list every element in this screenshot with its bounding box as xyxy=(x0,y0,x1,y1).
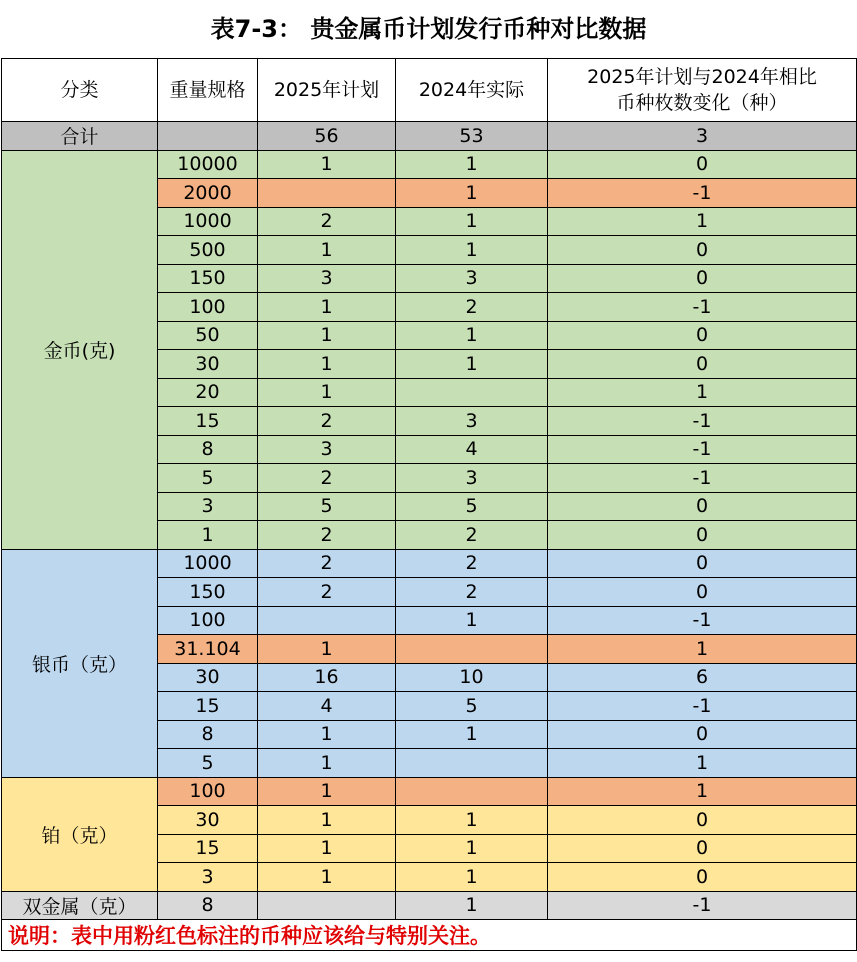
weight-cell: 100 xyxy=(158,606,258,635)
header-change-line2: 币种枚数变化（种） xyxy=(616,92,788,114)
plan-2025-cell: 5 xyxy=(258,492,396,521)
header-change xyxy=(548,59,857,122)
plan-2025-cell: 1 xyxy=(258,378,396,407)
weight-cell: 1 xyxy=(158,521,258,550)
plan-2025-cell: 1 xyxy=(258,863,396,892)
change-cell: 0 xyxy=(548,321,857,350)
weight-cell: 20 xyxy=(158,378,258,407)
actual-2024-cell: 3 xyxy=(396,407,548,436)
change-cell: -1 xyxy=(548,464,857,493)
plan-2025-cell: 3 xyxy=(258,435,396,464)
actual-2024-cell xyxy=(396,378,548,407)
weight-cell: 5 xyxy=(158,749,258,778)
plan-2025-cell: 1 xyxy=(258,293,396,322)
actual-2024-cell: 1 xyxy=(396,806,548,835)
header-plan-2025: 2025年计划 xyxy=(258,59,396,122)
change-cell: 0 xyxy=(548,150,857,179)
plan-2025-cell: 2 xyxy=(258,549,396,578)
actual-2024-cell: 2 xyxy=(396,578,548,607)
change-cell: 0 xyxy=(548,264,857,293)
weight-cell: 15 xyxy=(158,692,258,721)
weight-cell: 1000 xyxy=(158,207,258,236)
change-cell: 0 xyxy=(548,521,857,550)
plan-2025-cell: 2 xyxy=(258,407,396,436)
header-category: 分类 xyxy=(2,59,158,122)
total-weight xyxy=(158,122,258,151)
actual-2024-cell: 1 xyxy=(396,236,548,265)
plan-2025-cell: 1 xyxy=(258,635,396,664)
total-row xyxy=(2,122,857,151)
actual-2024-cell: 1 xyxy=(396,179,548,208)
total-label: 合计 xyxy=(2,122,158,151)
actual-2024-cell xyxy=(396,635,548,664)
plan-2025-cell: 1 xyxy=(258,150,396,179)
weight-cell: 2000 xyxy=(158,179,258,208)
actual-2024-cell: 1 xyxy=(396,207,548,236)
weight-cell: 8 xyxy=(158,891,258,920)
actual-2024-cell: 2 xyxy=(396,549,548,578)
weight-cell: 30 xyxy=(158,350,258,379)
table-title: 表7-3： 贵金属币计划发行币种对比数据 xyxy=(210,15,647,43)
change-cell: 1 xyxy=(548,749,857,778)
plan-2025-cell: 1 xyxy=(258,806,396,835)
actual-2024-cell xyxy=(396,749,548,778)
plan-2025-cell xyxy=(258,179,396,208)
change-cell: 0 xyxy=(548,720,857,749)
plan-2025-cell: 3 xyxy=(258,264,396,293)
actual-2024-cell: 3 xyxy=(396,464,548,493)
header-weight: 重量规格 xyxy=(158,59,258,122)
plan-2025-cell: 1 xyxy=(258,236,396,265)
weight-cell: 500 xyxy=(158,236,258,265)
change-cell: 1 xyxy=(548,777,857,806)
weight-cell: 100 xyxy=(158,293,258,322)
change-cell: 0 xyxy=(548,578,857,607)
weight-cell: 100 xyxy=(158,777,258,806)
change-cell: 1 xyxy=(548,207,857,236)
change-cell: -1 xyxy=(548,407,857,436)
change-cell: -1 xyxy=(548,179,857,208)
plan-2025-cell: 1 xyxy=(258,777,396,806)
weight-cell: 3 xyxy=(158,492,258,521)
actual-2024-cell: 10 xyxy=(396,663,548,692)
table-row xyxy=(2,777,857,806)
footnote: 说明：表中用粉红色标注的币种应该给与特别关注。 xyxy=(2,920,857,951)
plan-2025-cell: 1 xyxy=(258,321,396,350)
change-cell: 0 xyxy=(548,492,857,521)
plan-2025-cell xyxy=(258,891,396,920)
change-cell: 0 xyxy=(548,236,857,265)
weight-cell: 30 xyxy=(158,806,258,835)
actual-2024-cell: 1 xyxy=(396,150,548,179)
header-change-line1: 2025年计划与2024年相比 xyxy=(587,66,817,88)
actual-2024-cell: 3 xyxy=(396,264,548,293)
weight-cell: 5 xyxy=(158,464,258,493)
total-actual-2024: 53 xyxy=(396,122,548,151)
weight-cell: 15 xyxy=(158,407,258,436)
total-plan-2025: 56 xyxy=(258,122,396,151)
category-platinum: 铂（克） xyxy=(2,777,158,891)
weight-cell: 150 xyxy=(158,264,258,293)
total-change: 3 xyxy=(548,122,857,151)
header-row xyxy=(2,59,857,122)
actual-2024-cell: 5 xyxy=(396,692,548,721)
table-row xyxy=(2,891,857,920)
weight-cell: 3 xyxy=(158,863,258,892)
actual-2024-cell: 2 xyxy=(396,521,548,550)
change-cell: 1 xyxy=(548,635,857,664)
plan-2025-cell: 1 xyxy=(258,834,396,863)
actual-2024-cell: 1 xyxy=(396,350,548,379)
change-cell: 0 xyxy=(548,863,857,892)
weight-cell: 15 xyxy=(158,834,258,863)
table-row xyxy=(2,549,857,578)
actual-2024-cell: 5 xyxy=(396,492,548,521)
weight-cell: 50 xyxy=(158,321,258,350)
actual-2024-cell: 4 xyxy=(396,435,548,464)
plan-2025-cell: 1 xyxy=(258,720,396,749)
change-cell: 0 xyxy=(548,549,857,578)
actual-2024-cell: 1 xyxy=(396,863,548,892)
change-cell: -1 xyxy=(548,435,857,464)
actual-2024-cell: 1 xyxy=(396,720,548,749)
weight-cell: 10000 xyxy=(158,150,258,179)
plan-2025-cell: 2 xyxy=(258,521,396,550)
change-cell: 0 xyxy=(548,834,857,863)
actual-2024-cell: 1 xyxy=(396,321,548,350)
change-cell: -1 xyxy=(548,293,857,322)
category-gold: 金币(克) xyxy=(2,150,158,549)
change-cell: -1 xyxy=(548,891,857,920)
plan-2025-cell: 1 xyxy=(258,350,396,379)
change-cell: -1 xyxy=(548,692,857,721)
plan-2025-cell: 16 xyxy=(258,663,396,692)
header-actual-2024: 2024年实际 xyxy=(396,59,548,122)
weight-cell: 30 xyxy=(158,663,258,692)
plan-2025-cell: 1 xyxy=(258,749,396,778)
change-cell: -1 xyxy=(548,606,857,635)
plan-2025-cell: 2 xyxy=(258,464,396,493)
actual-2024-cell: 2 xyxy=(396,293,548,322)
change-cell: 0 xyxy=(548,350,857,379)
change-cell: 6 xyxy=(548,663,857,692)
actual-2024-cell: 1 xyxy=(396,834,548,863)
note-row xyxy=(2,920,857,951)
category-silver: 银币（克） xyxy=(2,549,158,777)
plan-2025-cell: 2 xyxy=(258,207,396,236)
weight-cell: 8 xyxy=(158,435,258,464)
table-row xyxy=(2,150,857,179)
plan-2025-cell: 2 xyxy=(258,578,396,607)
category-bimetal: 双金属（克） xyxy=(2,891,158,920)
actual-2024-cell xyxy=(396,777,548,806)
coin-comparison-table xyxy=(1,58,857,951)
actual-2024-cell: 1 xyxy=(396,891,548,920)
change-cell: 1 xyxy=(548,378,857,407)
plan-2025-cell: 4 xyxy=(258,692,396,721)
weight-cell: 1000 xyxy=(158,549,258,578)
plan-2025-cell xyxy=(258,606,396,635)
actual-2024-cell: 1 xyxy=(396,606,548,635)
weight-cell: 31.104 xyxy=(158,635,258,664)
change-cell: 0 xyxy=(548,806,857,835)
weight-cell: 8 xyxy=(158,720,258,749)
weight-cell: 150 xyxy=(158,578,258,607)
